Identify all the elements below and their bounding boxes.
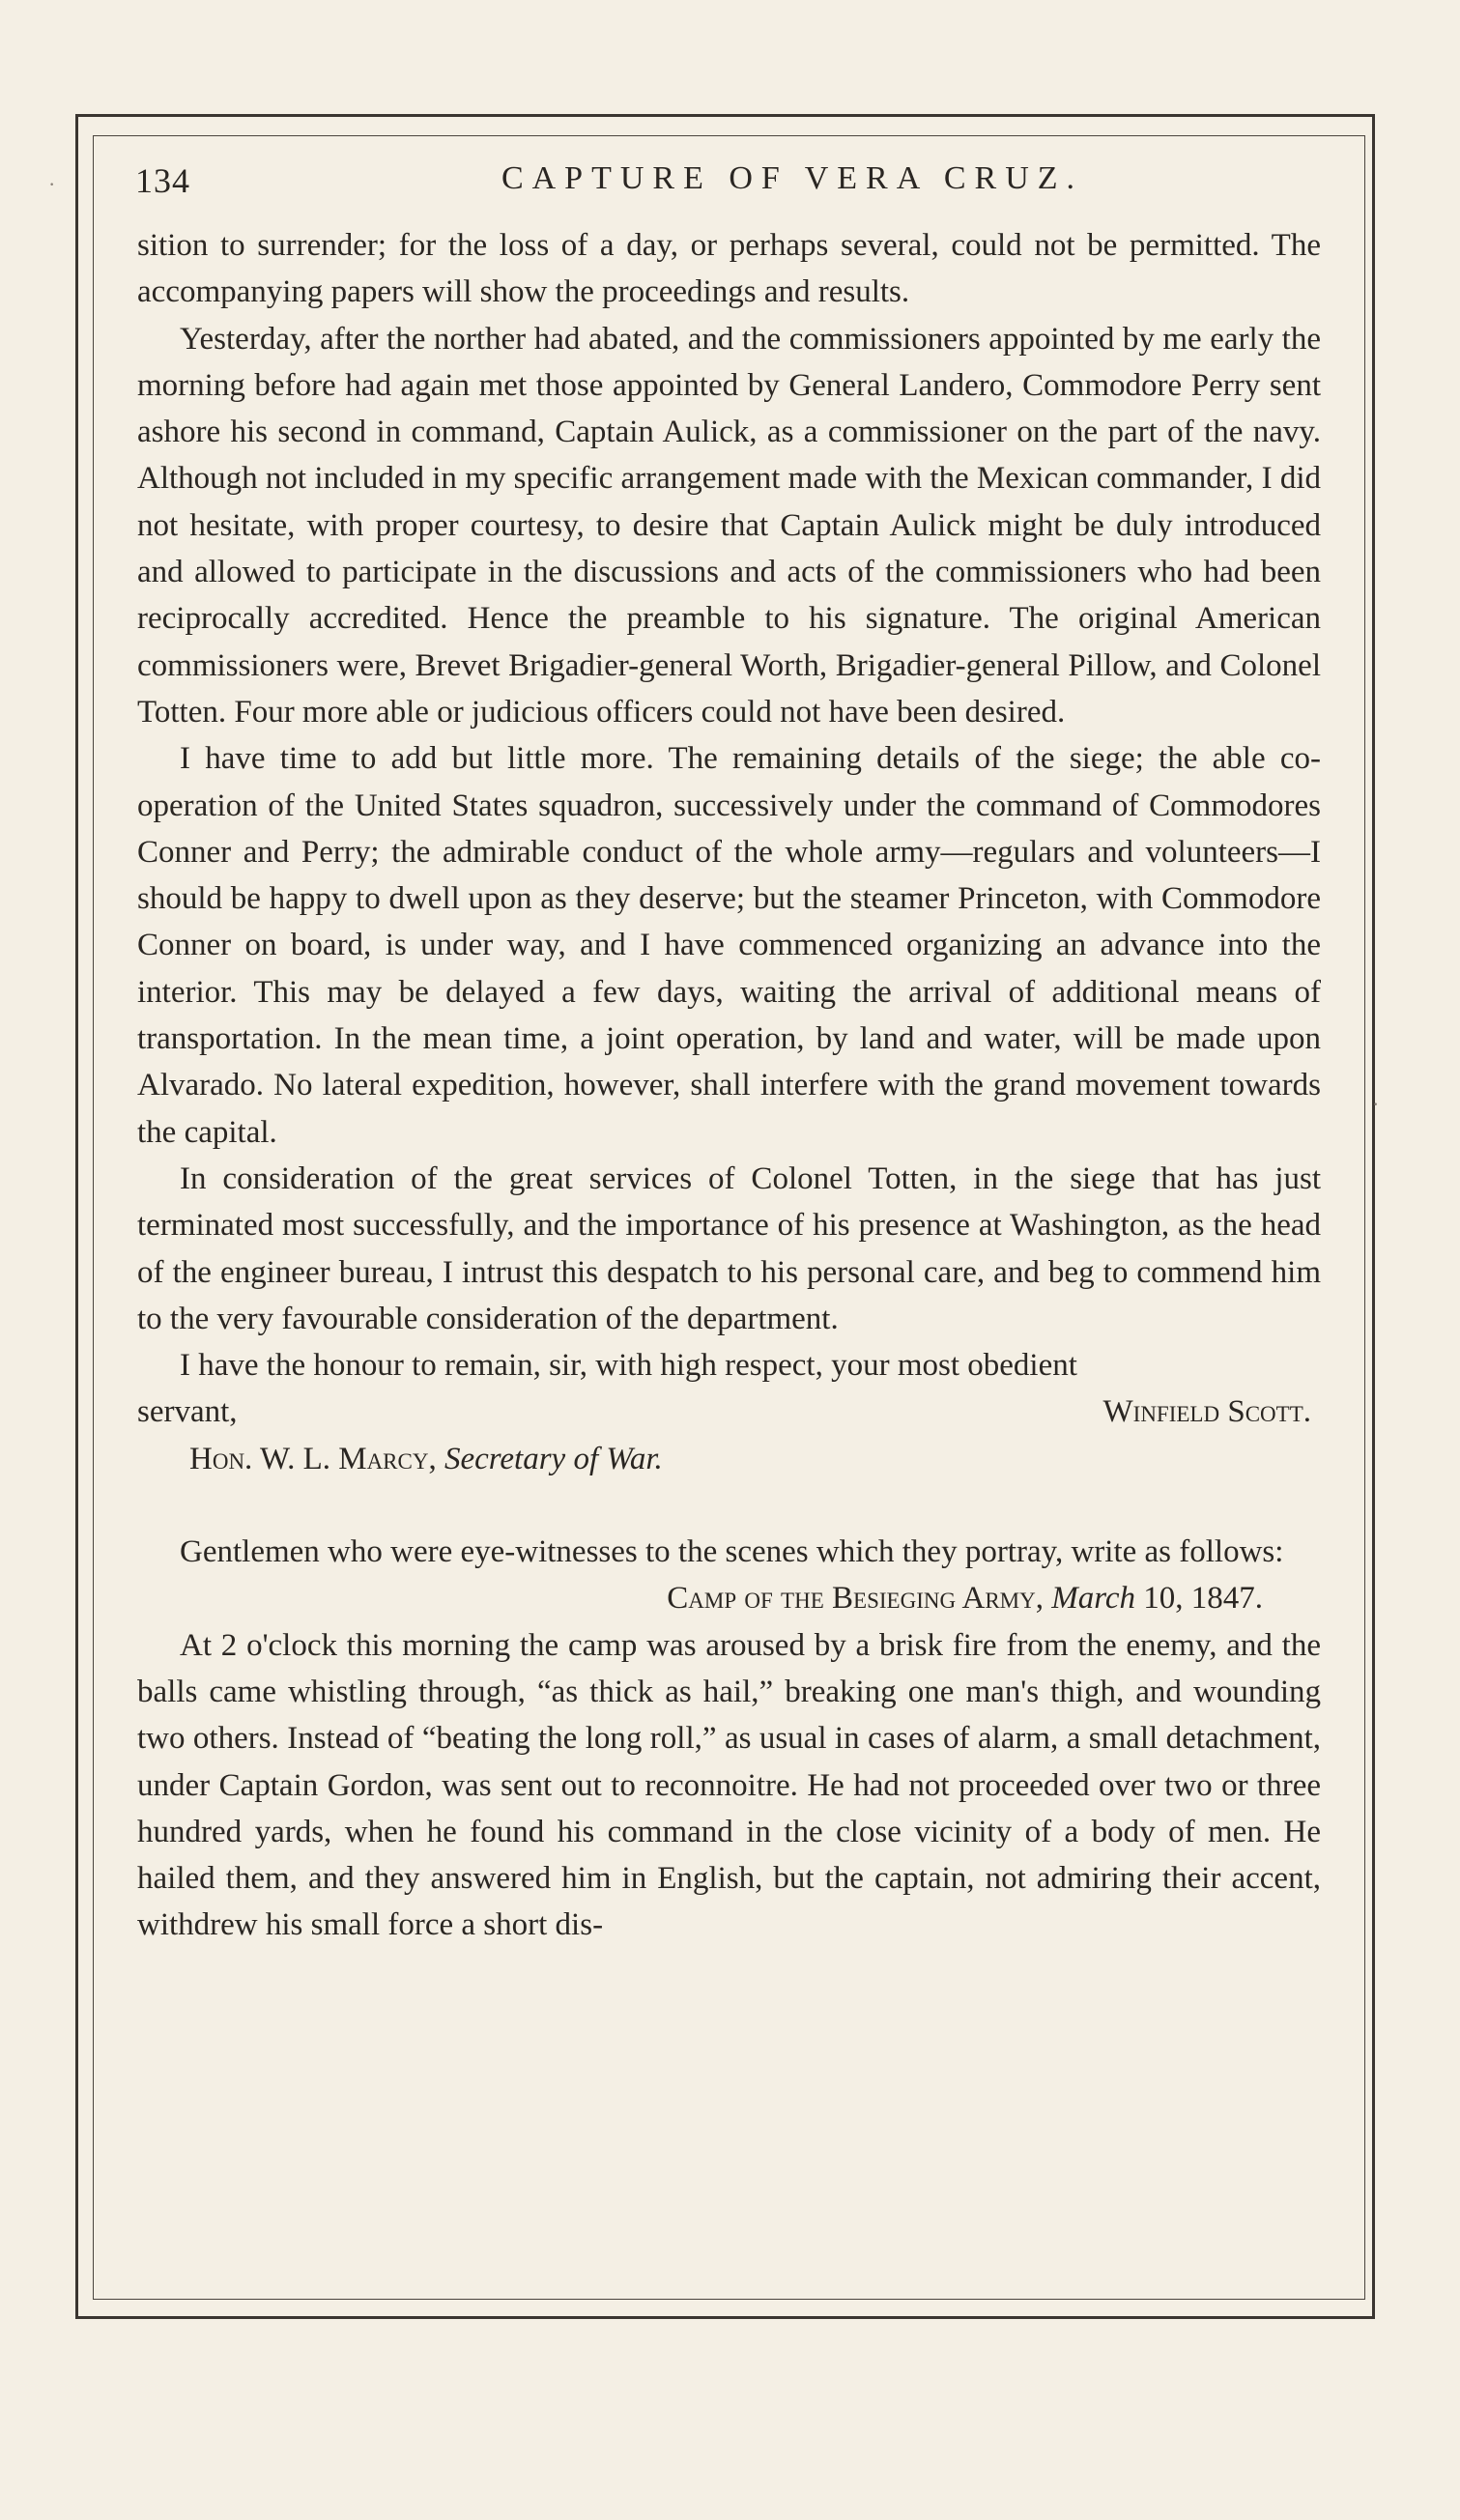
narrative-paragraph-1: At 2 o'clock this morning the camp was aroused by a brisk fire from the enemy, and the balls came whistling through, “as thick as hail,” breaking one man's thigh, and wounding two others. Instead of “beating the long roll,” as usual in cases of alarm, a small detachment, under Captain Gordon, was sent out to reconnoitre. He had not proceeded over two or three hundred yards, when he found his command in the close vicinity of a body of men. He hailed them, and they answered him in English, but the captain, not admiring their accent, withdrew his small force a short dis- (137, 1627, 1321, 1943)
signature: Winfield Scott. (1102, 1394, 1311, 1430)
page-header (135, 160, 1333, 211)
addressee-line (137, 1436, 1321, 1482)
running-title: CAPTURE OF VERA CRUZ. (501, 160, 1084, 196)
closing-word: servant, (137, 1394, 238, 1430)
dateline (137, 1575, 1321, 1621)
letter-paragraph-5: I have the honour to remain, sir, with high respect, your most obedient (180, 1348, 1077, 1384)
page-number: 134 (135, 161, 190, 200)
margin-speck: · (1372, 1092, 1380, 1116)
signature-line (137, 1389, 1321, 1435)
dateline-place: Camp of the Besieging Army, (667, 1581, 1044, 1617)
dateline-day-year: 10, 1847. (1143, 1581, 1263, 1617)
letter-paragraph-1: sition to surrender; for the loss of a day, or perhaps several, could not be permitted. The accompanying papers will show the proceedings and results. (137, 228, 1321, 310)
page-body (137, 222, 1321, 1949)
addressee-title: Secretary of War. (444, 1441, 663, 1476)
letter-paragraph-4: In consideration of the great services of Colonel Totten, in the siege that has just terminated most successfully, and the importance of his presence at Washington, as the head of the engineer bureau, I intrust this despatch to his personal care, and beg to commend him to the very favourable consideration of the department. (137, 1160, 1321, 1336)
margin-speck: · (48, 172, 56, 196)
dateline-month: March (1051, 1581, 1135, 1617)
letter-paragraph-3: I have time to add but little more. The remaining details of the siege; the able co-operation of the United States squadron, successively under the command of Commodores Conner and Perry; the admirable conduct of the whole army—regulars and volunteers—I should be happy to dwell upon as they deserve; but the steamer Princeton, with Commodore Conner on board, is under way, and I have commenced organizing an advance into the interior. This may be delayed a few days, waiting the arrival of additional means of transportation. In the mean time, a joint operation, by land and water, will be made upon Alvarado. No lateral expedition, however, shall interfere with the grand movement towards the capital. (137, 741, 1321, 1150)
narrative-intro: Gentlemen who were eye-witnesses to the scenes which they portray, write as follows: (180, 1534, 1284, 1570)
section-gap (137, 1482, 1321, 1529)
addressee-name: Hon. W. L. Marcy, (189, 1441, 437, 1476)
letter-paragraph-2: Yesterday, after the norther had abated, and the commissioners appointed by me early the morning before had again met those appointed by General Landero, Commodore Perry sent ashore his second in command, Captain Aulick, as a commissioner on the part of the navy. Although not included in my specific arrangement made with the Mexican commander, I did not hesitate, with proper courtesy, to desire that Captain Aulick might be duly introduced and allowed to participate in the discussions and acts of the commissioners who had been reciprocally accredited. Hence the preamble to his signature. The original American commissioners were, Brevet Brigadier-general Worth, Brigadier-general Pillow, and Colonel Totten. Four more able or judicious officers could not have been desired. (137, 321, 1321, 730)
